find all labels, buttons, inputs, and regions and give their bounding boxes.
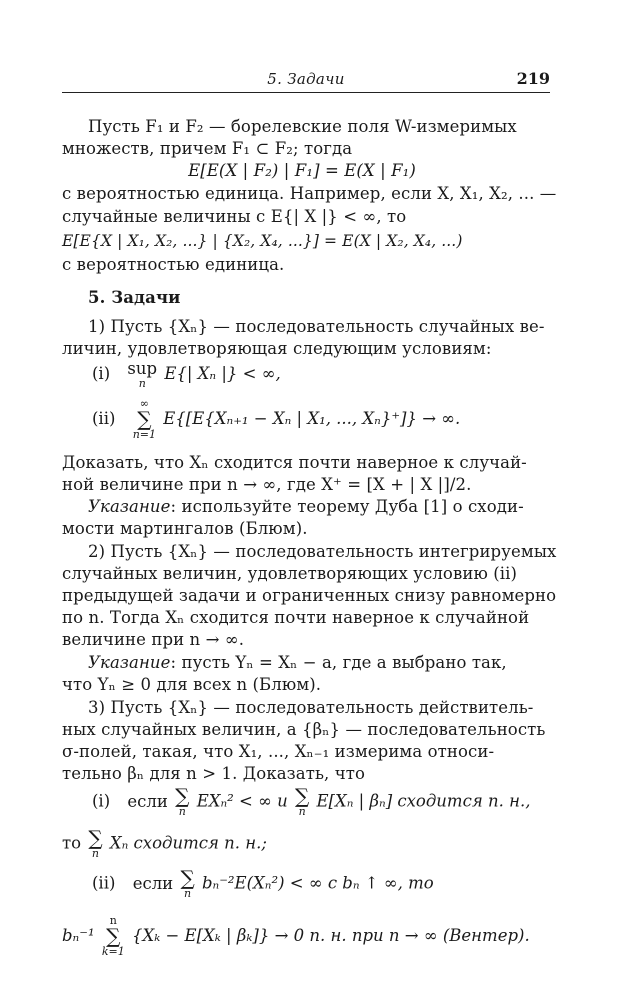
sum-symbol-3: ∑	[88, 826, 103, 850]
sum-symbol-4: ∑	[180, 866, 195, 890]
problem2-hint-text: : пусть Yₙ = Xₙ − a, где a выбрано так,	[170, 653, 507, 672]
problem2-hint-label: Указание	[88, 653, 171, 672]
problem3-line-3: σ-полей, такая, что X₁, ..., Xₙ₋₁ измерима относи-	[62, 742, 495, 761]
sum-symbol-2: ∑	[294, 784, 310, 808]
sum-operator	[133, 398, 156, 440]
problem3-line-1: 3) Пусть {Xₙ} — последовательность действитель-	[88, 698, 534, 717]
problem1-line-3: Доказать, что Xₙ сходится почти наверное к случай-	[62, 453, 527, 472]
intro-formula-2: E[E{X | X₁, X₂, ...} | {X₂, X₄, ...}] = E(X | X₂, X₄, ...)	[62, 232, 463, 250]
problem1-line-2: личин, удовлетворяющая следующим условиям:	[62, 339, 492, 358]
sup-subscript: n	[138, 377, 146, 390]
condition-i-expression: E{| Xₙ |} < ∞,	[164, 364, 281, 383]
problem2-hint-line-2: что Yₙ ≥ 0 для всех n (Блюм).	[62, 675, 322, 694]
condition-ii-label: (ii)	[92, 409, 116, 428]
sum-operator-4	[180, 868, 194, 899]
problem1-condition-i	[92, 360, 281, 389]
problem2-line-2: случайных величин, удовлетворяющих условию (ii)	[62, 564, 518, 583]
problem1-condition-ii	[92, 398, 460, 440]
problem1-hint-line-1	[88, 496, 542, 518]
problem2-line-3: предыдущей задачи и ограниченных снизу равномерно	[62, 586, 557, 605]
sum-symbol-1: ∑	[175, 784, 190, 808]
intro-line-4: случайные величины с E{| X |} < ∞, то	[62, 207, 407, 226]
problem3-condition-ii-cont	[62, 915, 530, 957]
problem1-hint-label: Указание	[88, 497, 171, 516]
sum-index-3: n	[91, 847, 99, 860]
sum-operator-5	[102, 915, 125, 957]
p3-condition-i-if: если	[127, 791, 168, 811]
condition-i-label: (i)	[92, 364, 111, 383]
intro-line-5: с вероятностью единица.	[62, 255, 285, 274]
problem3-line-4: тельно βₙ для n > 1. Доказать, что	[62, 764, 365, 783]
problem2-line-4: по n. Тогда Xₙ сходится почти наверное к случайной	[62, 608, 530, 627]
p3-condition-ii-label: (ii)	[92, 873, 116, 893]
problem2-hint-line-1	[88, 652, 542, 674]
sum-upper-limit-5: n	[109, 914, 117, 927]
sup-symbol: sup	[127, 359, 158, 378]
problem2-line-1: 2) Пусть {Xₙ} — последовательность интегрируемых	[88, 542, 557, 561]
problem3-line-2: ных случайных величин, а {βₙ} — последовательность	[62, 720, 546, 739]
p3-bn-inverse: bₙ⁻¹	[62, 926, 95, 945]
p3-condition-ii-if: если	[132, 873, 174, 893]
p3-condition-i-expr-2: E[Xₙ | βₙ] сходится п. н.,	[316, 791, 531, 811]
running-head-title: 5. Задачи	[267, 70, 345, 88]
problem3-condition-i	[92, 786, 530, 817]
page-number: 219	[516, 69, 550, 88]
problem3-condition-ii	[92, 868, 434, 899]
sum-operator-2	[295, 786, 309, 817]
condition-ii-expression: E{[E{Xₙ₊₁ − Xₙ | X₁, ..., Xₙ}⁺]} → ∞.	[163, 409, 461, 428]
intro-line-1: Пусть F₁ и F₂ — борелевские поля W-измеримых	[88, 117, 517, 136]
problem1-hint-line-2: мости мартингалов (Блюм).	[62, 519, 308, 538]
intro-line-2: множеств, причем F₁ ⊂ F₂; тогда	[62, 139, 353, 158]
sum-operator-1	[175, 786, 189, 817]
p3-then: то	[62, 833, 82, 853]
sum-lower-limit-5: k=1	[101, 945, 125, 958]
problem3-condition-i-cont	[62, 828, 267, 859]
problem1-hint-text: : используйте теорему Дуба [1] о сходи-	[170, 497, 524, 516]
problem1-line-1: 1) Пусть {Xₙ} — последовательность случайных ве-	[88, 317, 545, 336]
p3-condition-ii-expr-2: {Xₖ − E[Xₖ | βₖ]} → 0 п. н. при n → ∞ (Вентер).	[131, 926, 530, 945]
intro-line-3: с вероятностью единица. Например, если X, X₁, X₂, ... —	[62, 184, 557, 203]
running-head	[62, 68, 550, 93]
sum-symbol: ∑	[137, 407, 152, 431]
sum-lower-limit: n=1	[132, 428, 156, 441]
p3-condition-i-expr-1: EXₙ² < ∞ и	[196, 791, 288, 811]
p3-condition-i-label: (i)	[92, 791, 111, 811]
p3-condition-ii-expr: bₙ⁻²E(Xₙ²) < ∞ с bₙ ↑ ∞, то	[201, 873, 434, 893]
sup-operator	[127, 360, 157, 389]
sum-symbol-5: ∑	[106, 924, 121, 948]
sum-upper-limit: ∞	[139, 397, 149, 410]
sum-index-2: n	[298, 805, 306, 818]
sum-index-4: n	[184, 887, 192, 900]
intro-formula-1: E[E(X | F₂) | F₁] = E(X | F₁)	[188, 161, 416, 180]
p3-condition-i-expr-3: Xₙ сходится п. н.;	[109, 833, 267, 853]
problem2-line-5: величине при n → ∞.	[62, 630, 245, 649]
section-heading: 5. Задачи	[88, 288, 181, 307]
sum-index-1: n	[178, 805, 186, 818]
sum-operator-3	[88, 828, 102, 859]
problem1-line-4: ной величине при n → ∞, где X⁺ = [X + | X |]/2.	[62, 475, 472, 494]
